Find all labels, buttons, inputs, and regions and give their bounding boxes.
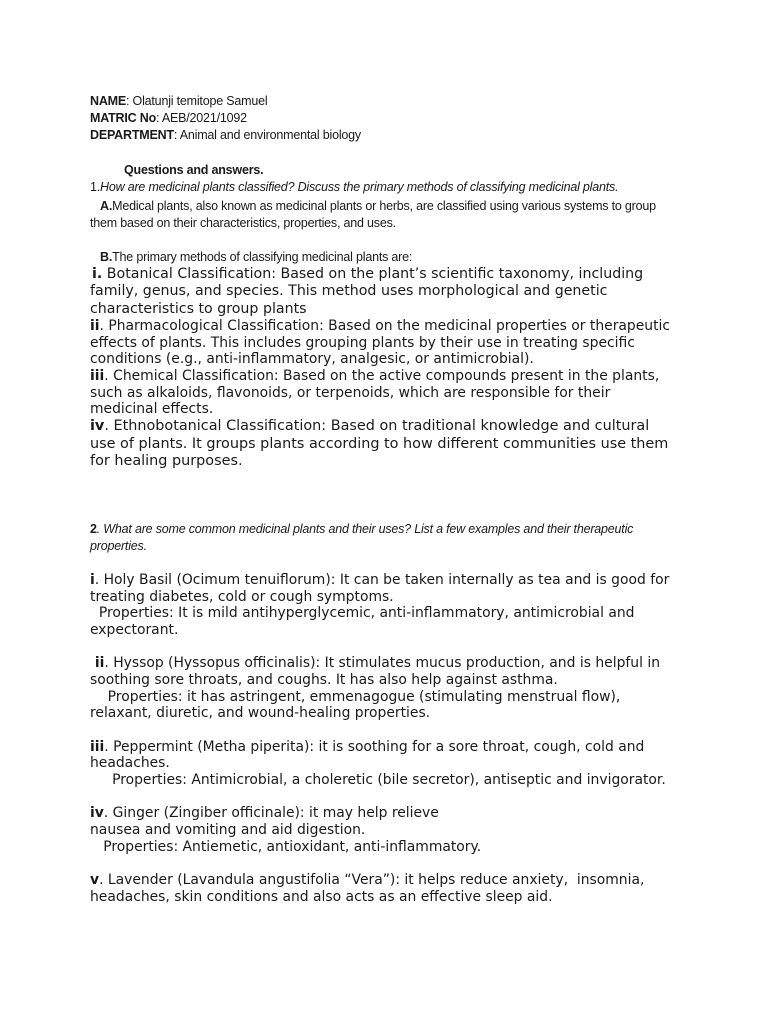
plant-text: soothing sore throats, and coughs. It has also help against asthma. (90, 672, 558, 689)
question-2-number: 2 (90, 522, 97, 536)
plant-number: v (90, 871, 100, 888)
plant-number: iv (90, 805, 104, 822)
plant-number: ii (90, 655, 105, 672)
section-title (124, 162, 724, 179)
method-item (90, 318, 690, 368)
question-1-number: 1. (90, 180, 101, 194)
method-text: for healing purposes. (90, 452, 243, 469)
plant-text: . Peppermint (Metha piperita): it is soothing for a sore throat, cough, cold and (104, 738, 645, 755)
method-number: iii (90, 368, 105, 384)
classification-methods (90, 266, 690, 470)
method-item (90, 368, 690, 418)
method-number: ii (90, 317, 100, 334)
plant-item (90, 805, 690, 855)
question-2 (90, 521, 690, 555)
plant-item (90, 739, 690, 789)
method-number: iv (90, 418, 105, 435)
method-text: . Chemical Classification: Based on the active compounds present in the plants, (104, 368, 660, 384)
method-line (90, 418, 690, 435)
plant-text: treating diabetes, cold or cough symptoms. (90, 588, 394, 605)
method-number: i. (92, 266, 103, 282)
method-text: family, genus, and species. This method uses morphological and genetic (90, 283, 608, 300)
matric-value: : AEB/2021/1092 (156, 111, 247, 125)
plant-text: relaxant, diuretic, and wound-healing properties. (90, 705, 431, 722)
answer-a-text-1: Medical plants, also known as medicinal plants or herbs, are classified using various systems to group (112, 199, 656, 213)
method-text: effects of plants. This includes grouping plants by their use in treating specific (90, 334, 635, 351)
plant-properties: Properties: Antiemetic, antioxidant, anti-inflammatory. (90, 838, 482, 855)
plant-text: headaches, skin conditions and also acts as an effective sleep aid. (90, 888, 553, 905)
question-1-prompt: How are medicinal plants classified? Discuss the primary methods of classifying medicinal plants. (100, 180, 619, 194)
answer-b-label: B. (100, 250, 113, 264)
method-text: use of plants. It groups plants according to how different communities use them (90, 435, 669, 452)
plant-properties: Properties: It is mild antihyperglycemic, anti-inflammatory, antimicrobial and (90, 605, 635, 622)
student-info (90, 93, 690, 144)
medicinal-plants-list (90, 572, 690, 905)
answer-a-line-2: them based on their characteristics, properties, and uses. (90, 216, 396, 230)
plant-text: headaches. (90, 755, 170, 772)
question-1-text (90, 179, 690, 196)
method-text: characteristics to group plants (90, 300, 307, 317)
name-line (90, 93, 690, 110)
plant-line (90, 655, 690, 672)
plant-line (90, 739, 690, 756)
method-item (90, 418, 690, 470)
question-2-prompt-cont: properties. (90, 539, 147, 553)
question-2-line-1 (90, 521, 690, 538)
plant-text: . Ginger (Zingiber officinale): it may help relieve (103, 805, 439, 822)
answer-b (90, 249, 690, 266)
plant-item (90, 655, 690, 722)
method-line (90, 368, 690, 385)
department-value: : Animal and environmental biology (173, 128, 361, 142)
method-text: conditions (e.g., anti-inflammatory, analgesic, or antimicrobial). (90, 351, 534, 368)
name-label: NAME (90, 94, 127, 108)
answer-a (90, 198, 690, 232)
name-value: : Olatunji temitope Samuel (126, 94, 268, 108)
method-text: medicinal effects. (90, 401, 214, 418)
matric-label: MATRIC No (90, 111, 157, 125)
method-text: . Ethnobotanical Classification: Based on traditional knowledge and cultural (104, 418, 650, 435)
plant-text: . Hyssop (Hyssopus officinalis): It stimulates mucus production, and is helpful in (104, 655, 661, 672)
answer-b-line (90, 249, 690, 266)
plant-text: nausea and vomiting and aid digestion. (90, 821, 366, 838)
plant-text: . Holy Basil (Ocimum tenuiflorum): It can be taken internally as tea and is good for (94, 572, 670, 588)
question-2-prompt: . What are some common medicinal plants and their uses? List a few examples and their therapeutic (96, 522, 634, 536)
matric-line (90, 110, 690, 127)
method-item (90, 266, 690, 318)
plant-text: . Lavender (Lavandula angustifolia “Vera”): it helps reduce anxiety, insomnia, (99, 871, 645, 888)
plant-properties: Properties: it has astringent, emmenagogue (stimulating menstrual flow), (90, 688, 621, 705)
plant-number: iii (90, 738, 105, 755)
method-line (90, 318, 690, 335)
plant-number: i (90, 572, 95, 588)
method-text: such as alkaloids, flavonoids, or terpenoids, which are responsible for their (90, 384, 611, 401)
plant-text: expectorant. (90, 622, 179, 639)
plant-item (90, 572, 690, 639)
method-text: . Pharmacological Classification: Based on the medicinal properties or therapeutic (99, 317, 671, 334)
plant-item (90, 872, 690, 905)
section-title-text: Questions and answers. (124, 163, 264, 177)
question-1 (90, 179, 690, 196)
plant-line (90, 805, 690, 822)
answer-a-line-1 (90, 198, 690, 215)
plant-properties: Properties: Antimicrobial, a choleretic (bile secretor), antiseptic and invigorator. (90, 772, 666, 789)
answer-b-text: The primary methods of classifying medicinal plants are: (112, 250, 413, 264)
department-line (90, 127, 690, 144)
method-line (90, 266, 690, 283)
plant-line (90, 872, 690, 889)
department-label: DEPARTMENT (90, 128, 174, 142)
plant-line (90, 572, 690, 589)
method-text: Botanical Classification: Based on the plant’s scientific taxonomy, including (102, 266, 644, 282)
answer-a-label: A. (100, 199, 113, 213)
